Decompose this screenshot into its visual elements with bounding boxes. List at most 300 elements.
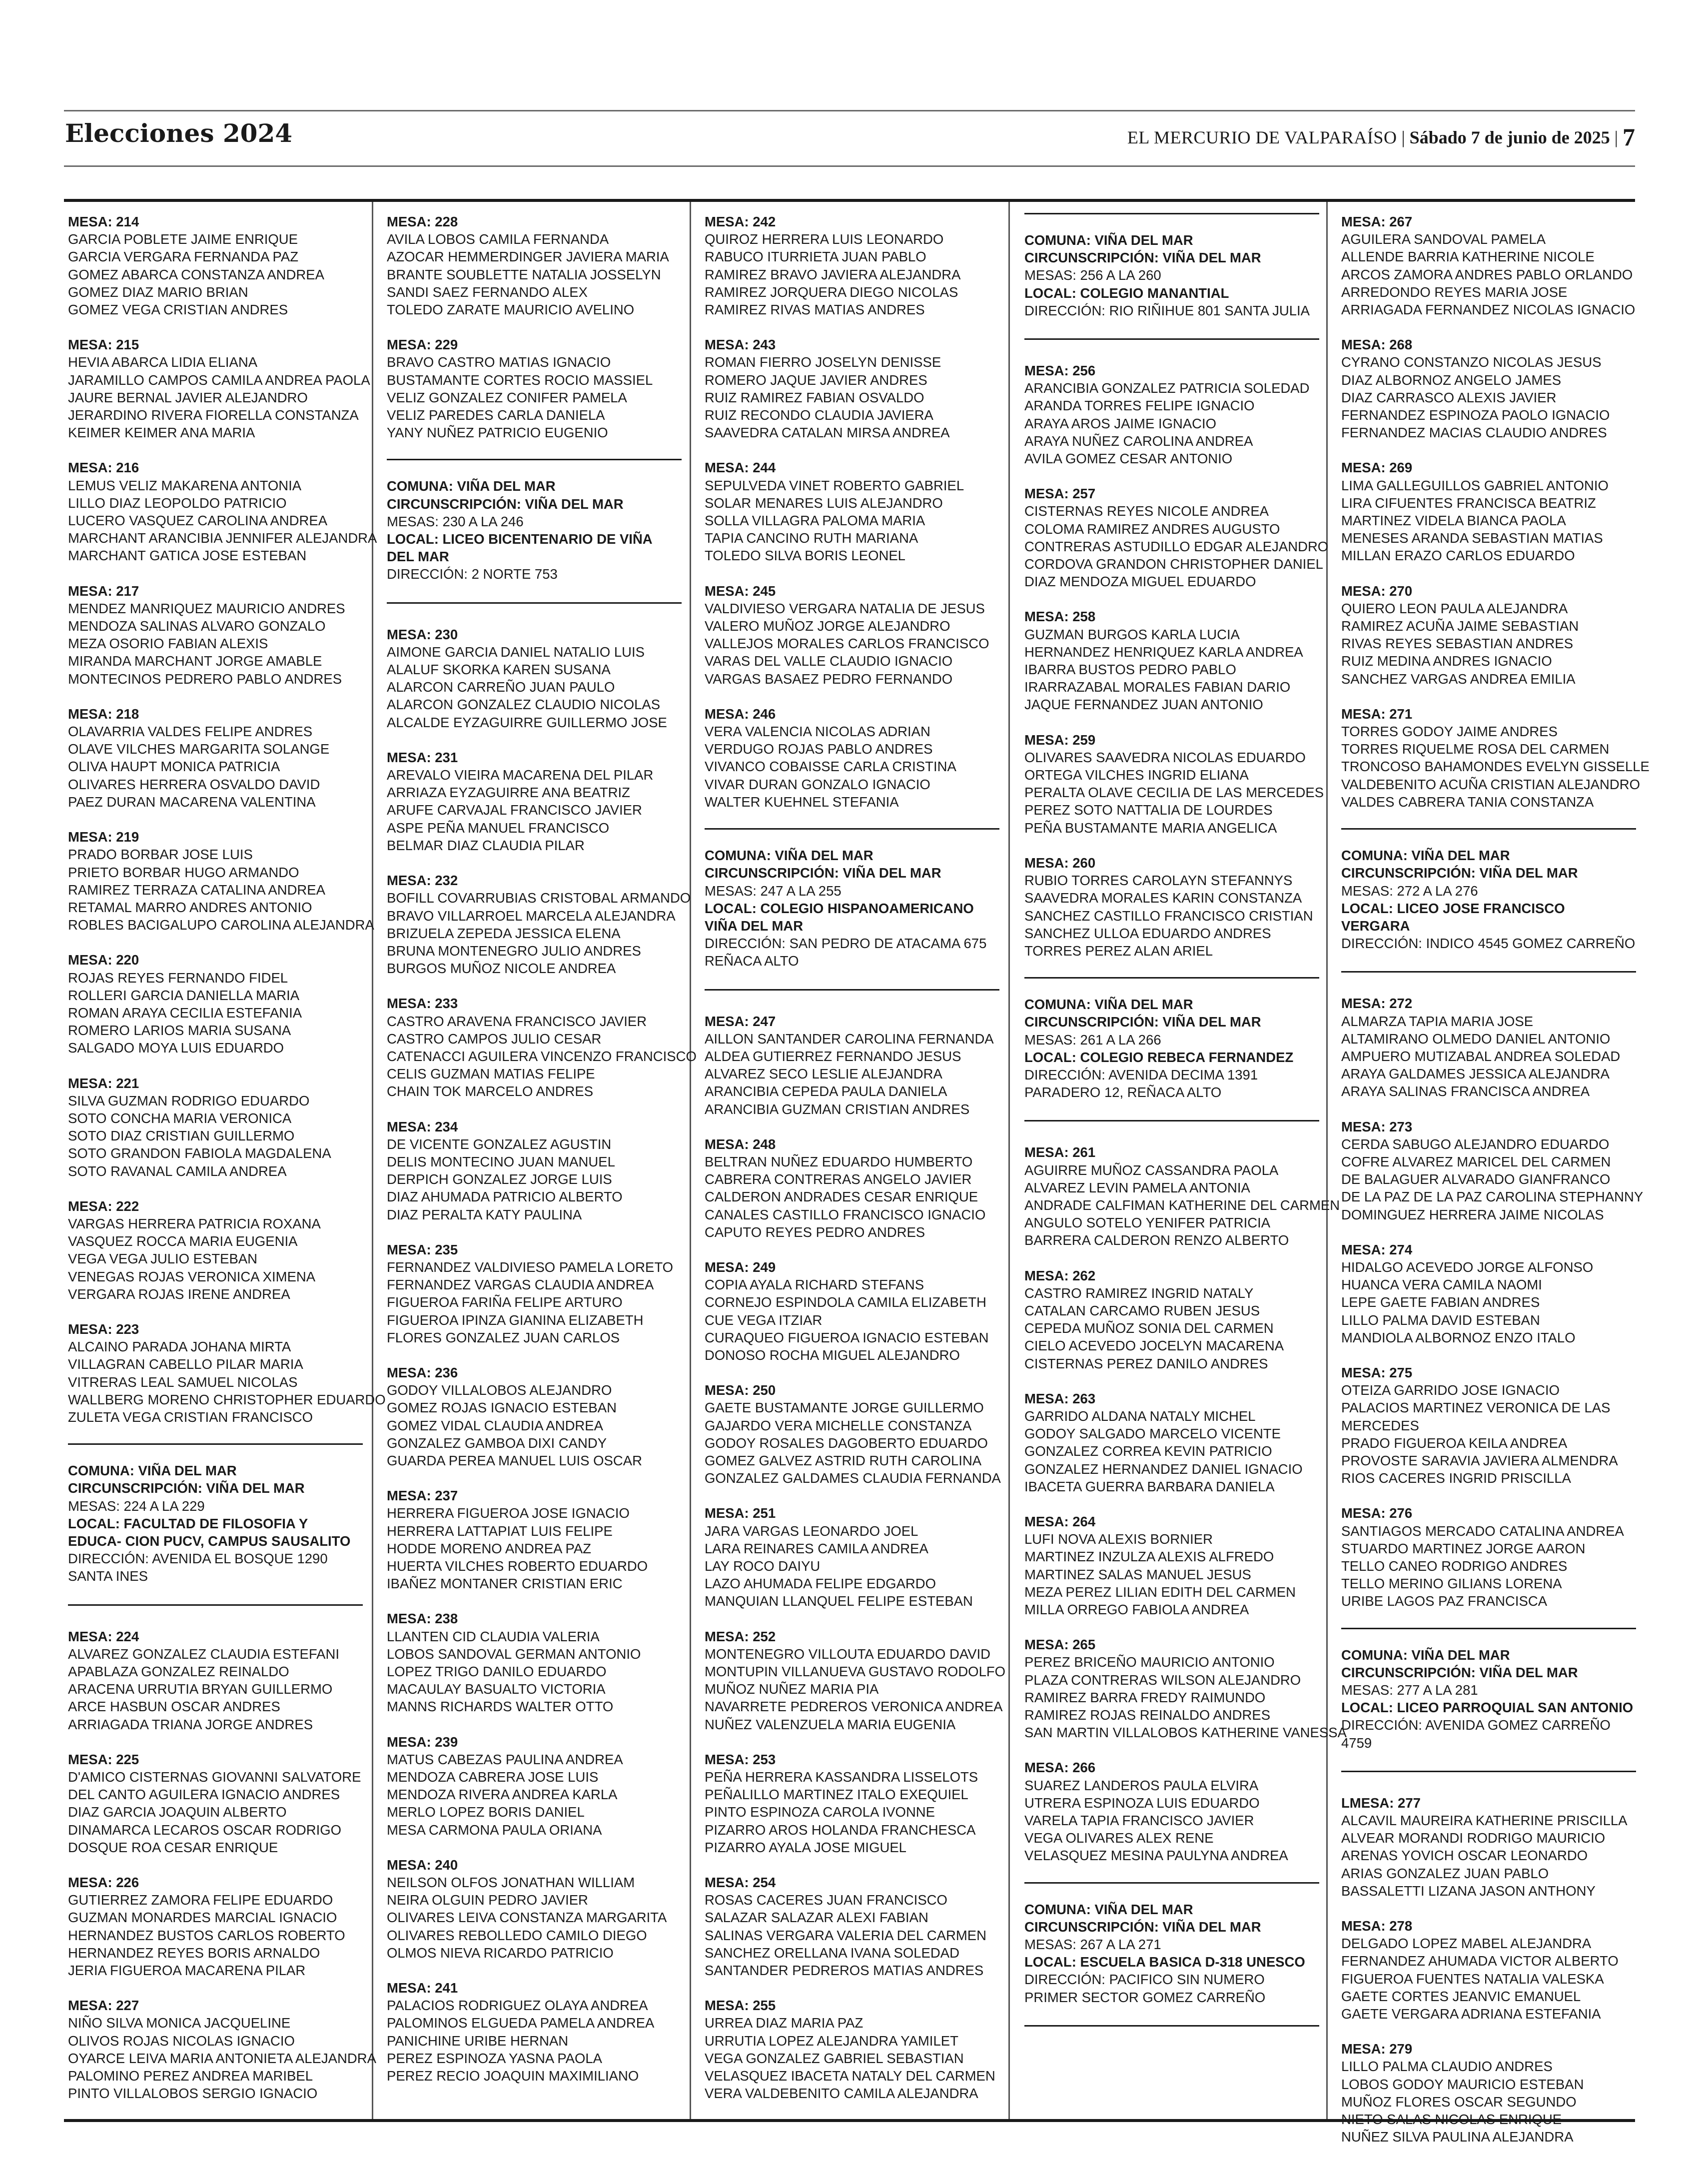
voter-name: ARAYA GALDAMES JESSICA ALEJANDRA <box>1341 1066 1610 1082</box>
voter-name: VENEGAS ROJAS VERONICA XIMENA <box>68 1268 316 1284</box>
mesas-range: MESAS: 267 A LA 271 <box>1024 1937 1161 1953</box>
voter-name: DIAZ GARCIA JOAQUIN ALBERTO <box>68 1804 287 1820</box>
mesa-block <box>387 995 697 1100</box>
voter-name: RUIZ RECONDO CLAUDIA JAVIERA <box>705 407 933 423</box>
voter-name: SAN MARTIN VILLALOBOS KATHERINE VANESSA <box>1024 1725 1347 1741</box>
voter-name: IBARRA BUSTOS PEDRO PABLO <box>1024 662 1236 678</box>
mesas-range: MESAS: 272 A LA 276 <box>1341 883 1478 899</box>
voter-name: SANCHEZ ORELLANA IVANA SOLEDAD <box>705 1945 959 1961</box>
voter-name: BASSALETTI LIZANA JASON ANTHONY <box>1341 1883 1596 1899</box>
voter-name: PRIETO BORBAR HUGO ARMANDO <box>68 864 299 880</box>
mesa-block <box>387 1241 682 1346</box>
voter-name: GARCIA VERGARA FERNANDA PAZ <box>68 249 298 265</box>
voter-name: AILLON SANTANDER CAROLINA FERNANDA <box>705 1031 994 1047</box>
separator: | <box>1614 127 1618 147</box>
voter-name: ALMARZA TAPIA MARIA JOSE <box>1341 1013 1534 1029</box>
voter-name: SILVA GUZMAN RODRIGO EDUARDO <box>68 1092 310 1108</box>
mesa-title: MESA: 249 <box>705 1259 776 1275</box>
voter-name: LOPEZ TRIGO DANILO EDUARDO <box>387 1664 607 1680</box>
mesa-block <box>1024 362 1319 467</box>
voter-name: DONOSO ROCHA MIGUEL ALEJANDRO <box>705 1347 960 1363</box>
voter-name: PEÑALILLO MARTINEZ ITALO EXEQUIEL <box>705 1787 968 1803</box>
mesa-title: MESA: 215 <box>68 337 139 353</box>
voter-name: GUTIERREZ ZAMORA FELIPE EDUARDO <box>68 1892 333 1908</box>
comuna-label: COMUNA: VIÑA DEL MAR <box>1341 848 1510 864</box>
voter-name: ARAYA NUÑEZ CAROLINA ANDREA <box>1024 433 1253 449</box>
voter-name: CIELO ACEVEDO JOCELYN MACARENA <box>1024 1338 1284 1354</box>
voter-name: MILLAN ERAZO CARLOS EDUARDO <box>1341 548 1575 564</box>
mesa-block <box>1024 1513 1319 1618</box>
voter-name: RIOS CACERES INGRID PRISCILLA <box>1341 1470 1571 1486</box>
voter-name: COFRE ALVAREZ MARICEL DEL CARMEN <box>1341 1153 1611 1169</box>
voter-name: ALCAVIL MAUREIRA KATHERINE PRISCILLA <box>1341 1813 1628 1829</box>
voter-name: MENESES ARANDA SEBASTIAN MATIAS <box>1341 530 1603 546</box>
voter-name: HERRERA FIGUEROA JOSE IGNACIO <box>387 1505 630 1521</box>
local-name: LOCAL: LICEO JOSE FRANCISCO VERGARA <box>1341 900 1565 934</box>
page-header <box>64 110 1635 167</box>
polling-place-block <box>1024 1882 1319 2027</box>
voter-name: MACAULAY BASUALTO VICTORIA <box>387 1681 606 1697</box>
voter-name: AMPUERO MUTIZABAL ANDREA SOLEDAD <box>1341 1048 1621 1064</box>
polling-place-block <box>1341 828 1636 973</box>
voter-name: VERA VALDEBENITO CAMILA ALEJANDRA <box>705 2086 978 2102</box>
voter-name: QUIROZ HERRERA LUIS LEONARDO <box>705 231 944 247</box>
voter-name: TORRES GODOY JAIME ANDRES <box>1341 724 1558 740</box>
mesa-block <box>705 1135 999 1241</box>
voter-name: ARCOS ZAMORA ANDRES PABLO ORLANDO <box>1341 266 1633 282</box>
voter-name: VARGAS BASAEZ PEDRO FERNANDO <box>705 671 953 687</box>
column-1 <box>68 213 386 2120</box>
voter-name: MANNS RICHARDS WALTER OTTO <box>387 1699 614 1715</box>
voter-name: DIAZ ALBORNOZ ANGELO JAMES <box>1341 372 1562 388</box>
voter-name: JAQUE FERNANDEZ JUAN ANTONIO <box>1024 697 1263 713</box>
mesas-range: MESAS: 256 A LA 260 <box>1024 267 1161 283</box>
voter-name: HUANCA VERA CAMILA NAOMI <box>1341 1277 1542 1293</box>
mesa-title: LMESA: 277 <box>1341 1795 1421 1811</box>
mesa-block <box>1024 1759 1319 1864</box>
comuna-label: COMUNA: VIÑA DEL MAR <box>1024 997 1193 1013</box>
voter-name: BRIZUELA ZEPEDA JESSICA ELENA <box>387 925 621 941</box>
voter-name: VARAS DEL VALLE CLAUDIO IGNACIO <box>705 653 953 669</box>
mesa-title: MESA: 242 <box>705 214 776 229</box>
section-title: Elecciones 2024 <box>65 118 293 148</box>
voter-name: RABUCO ITURRIETA JUAN PABLO <box>705 249 926 265</box>
polling-place-block <box>68 1443 363 1605</box>
column-5 <box>1341 213 1650 2163</box>
polling-place-block <box>387 459 682 603</box>
mesa-title: MESA: 257 <box>1024 486 1096 502</box>
comuna-label: COMUNA: VIÑA DEL MAR <box>1024 1901 1193 1917</box>
voter-name: SANTANDER PEDREROS MATIAS ANDRES <box>705 1963 984 1979</box>
voter-name: SALINAS VERGARA VALERIA DEL CARMEN <box>705 1927 986 1943</box>
voter-name: GODOY SALGADO MARCELO VICENTE <box>1024 1426 1281 1442</box>
mesa-title: MESA: 264 <box>1024 1513 1096 1529</box>
mesa-title: MESA: 214 <box>68 214 139 229</box>
voter-name: D'AMICO CISTERNAS GIOVANNI SALVATORE <box>68 1769 361 1785</box>
address: DIRECCIÓN: AVENIDA DECIMA 1391 PARADERO 12, REÑACA ALTO <box>1024 1067 1258 1100</box>
mesa-title: MESA: 228 <box>387 214 458 229</box>
voter-name: IRARRAZABAL MORALES FABIAN DARIO <box>1024 679 1291 695</box>
mesa-title: MESA: 261 <box>1024 1144 1096 1160</box>
voter-name: SALGADO MOYA LUIS EDUARDO <box>68 1040 284 1056</box>
voter-name: BRUNA MONTENEGRO JULIO ANDRES <box>387 943 641 959</box>
voter-name: VALDES CABRERA TANIA CONSTANZA <box>1341 794 1594 810</box>
mesa-title: MESA: 253 <box>705 1751 776 1767</box>
voter-name: SOTO GRANDON FABIOLA MAGDALENA <box>68 1145 331 1161</box>
voter-name: PIZARRO AYALA JOSE MIGUEL <box>705 1839 906 1855</box>
voter-name: VERA VALENCIA NICOLAS ADRIAN <box>705 724 930 740</box>
mesa-title: MESA: 279 <box>1341 2041 1413 2057</box>
voter-name: MUÑOZ FLORES OSCAR SEGUNDO <box>1341 2094 1577 2110</box>
mesa-title: MESA: 270 <box>1341 583 1413 599</box>
mesa-title: MESA: 246 <box>705 706 776 722</box>
voter-name: SOTO CONCHA MARIA VERONICA <box>68 1110 292 1126</box>
mesa-block <box>705 1751 999 1856</box>
voter-name: GODOY VILLALOBOS ALEJANDRO <box>387 1382 612 1398</box>
voter-name: ANDRADE CALFIMAN KATHERINE DEL CARMEN <box>1024 1197 1340 1213</box>
voter-name: ALVAREZ LEVIN PAMELA ANTONIA <box>1024 1179 1250 1195</box>
voter-name: ARANCIBIA GUZMAN CRISTIAN ANDRES <box>705 1101 970 1117</box>
circunscripcion-label: CIRCUNSCRIPCIÓN: VIÑA DEL MAR <box>387 496 624 512</box>
voter-name: CURAQUEO FIGUEROA IGNACIO ESTEBAN <box>705 1329 989 1345</box>
voter-name: GAETE CORTES JEANVIC EMANUEL <box>1341 1988 1581 2004</box>
mesa-block <box>387 1979 682 2085</box>
voter-name: LILLO PALMA CLAUDIO ANDRES <box>1341 2059 1553 2075</box>
mesa-block <box>68 336 370 441</box>
voter-name: HODDE MORENO ANDREA PAZ <box>387 1540 591 1556</box>
voter-name: CERDA SABUGO ALEJANDRO EDUARDO <box>1341 1136 1610 1152</box>
voter-name: ALVEAR MORANDI RODRIGO MAURICIO <box>1341 1830 1606 1846</box>
mesa-block <box>68 951 363 1057</box>
voter-name: LIRA CIFUENTES FRANCISCA BEATRIZ <box>1341 495 1596 511</box>
mesa-title: MESA: 274 <box>1341 1241 1413 1257</box>
voter-name: HERNANDEZ BUSTOS CARLOS ROBERTO <box>68 1927 345 1943</box>
voter-name: NIETO SALAS NICOLAS ENRIQUE <box>1341 2112 1562 2128</box>
mesa-title: MESA: 269 <box>1341 460 1413 476</box>
voter-name: GUZMAN BURGOS KARLA LUCIA <box>1024 626 1240 642</box>
voter-name: JARAMILLO CAMPOS CAMILA ANDREA PAOLA <box>68 372 370 388</box>
voter-name: MANQUIAN LLANQUEL FELIPE ESTEBAN <box>705 1593 973 1609</box>
voter-name: MATUS CABEZAS PAULINA ANDREA <box>387 1751 623 1767</box>
circunscripcion-label: CIRCUNSCRIPCIÓN: VIÑA DEL MAR <box>1024 1014 1261 1030</box>
voter-name: ARANCIBIA CEPEDA PAULA DANIELA <box>705 1084 947 1099</box>
voter-name: VITRERAS LEAL SAMUEL NICOLAS <box>68 1374 298 1390</box>
voter-name: ALTAMIRANO OLMEDO DANIEL ANTONIO <box>1341 1031 1611 1047</box>
voter-name: ARAYA SALINAS FRANCISCA ANDREA <box>1341 1084 1590 1099</box>
mesa-title: MESA: 272 <box>1341 996 1413 1012</box>
voter-name: CHAIN TOK MARCELO ANDRES <box>387 1084 594 1099</box>
voter-name: BELMAR DIAZ CLAUDIA PILAR <box>387 837 585 853</box>
voter-name: MONTENEGRO VILLOUTA EDUARDO DAVID <box>705 1646 990 1662</box>
voter-name: ROMERO JAQUE JAVIER ANDRES <box>705 372 927 388</box>
voter-name: MENDOZA CABRERA JOSE LUIS <box>387 1769 599 1785</box>
voter-name: OYARCE LEIVA MARIA ANTONIETA ALEJANDRA <box>68 2050 376 2066</box>
voter-name: JERIA FIGUEROA MACARENA PILAR <box>68 1963 306 1979</box>
local-name: LOCAL: ESCUELA BASICA D-318 UNESCO <box>1024 1954 1305 1970</box>
address: DIRECCIÓN: SAN PEDRO DE ATACAMA 675 REÑACA ALTO <box>705 936 987 969</box>
voter-name: AIMONE GARCIA DANIEL NATALIO LUIS <box>387 644 645 660</box>
mesa-block <box>705 1381 999 1487</box>
voter-name: DE LA PAZ DE LA PAZ CAROLINA STEPHANNY <box>1341 1189 1644 1205</box>
mesa-block <box>705 459 999 564</box>
voter-name: CELIS GUZMAN MATIAS FELIPE <box>387 1066 595 1082</box>
voter-name: PINTO ESPINOZA CAROLA IVONNE <box>705 1804 935 1820</box>
mesa-title: MESA: 266 <box>1024 1760 1096 1776</box>
voter-name: BRANTE SOUBLETTE NATALIA JOSSELYN <box>387 266 661 282</box>
voter-name: BRAVO VILLARROEL MARCELA ALEJANDRA <box>387 908 676 924</box>
voter-name: PEREZ RECIO JOAQUIN MAXIMILIANO <box>387 2068 639 2084</box>
mesa-title: MESA: 265 <box>1024 1637 1096 1653</box>
voter-name: GOMEZ VEGA CRISTIAN ANDRES <box>68 302 288 318</box>
mesa-block <box>1341 336 1636 441</box>
voter-name: CANALES CASTILLO FRANCISCO IGNACIO <box>705 1206 986 1222</box>
voter-name: TELLO CANEO RODRIGO ANDRES <box>1341 1558 1568 1574</box>
voter-name: DEL CANTO AGUILERA IGNACIO ANDRES <box>68 1787 340 1803</box>
voter-name: CASTRO CAMPOS JULIO CESAR <box>387 1031 602 1047</box>
voter-name: RAMIREZ BARRA FREDY RAIMUNDO <box>1024 1689 1266 1705</box>
mesa-block <box>1341 995 1636 1100</box>
mesa-title: MESA: 268 <box>1341 337 1413 353</box>
mesa-title: MESA: 239 <box>387 1734 458 1750</box>
mesa-title: MESA: 218 <box>68 706 139 722</box>
voter-name: PLAZA CONTRERAS WILSON ALEJANDRO <box>1024 1672 1301 1688</box>
voter-name: TORRES PEREZ ALAN ARIEL <box>1024 943 1213 959</box>
voter-name: RAMIREZ ACUÑA JAIME SEBASTIAN <box>1341 618 1579 634</box>
mesa-block <box>705 705 999 811</box>
voter-name: FERNANDEZ ESPINOZA PAOLO IGNACIO <box>1341 407 1610 423</box>
mesa-title: MESA: 221 <box>68 1075 139 1091</box>
mesa-block <box>68 1628 363 1733</box>
voter-name: ROMAN FIERRO JOSELYN DENISSE <box>705 354 941 370</box>
voter-name: AREVALO VIEIRA MACARENA DEL PILAR <box>387 767 654 783</box>
voter-name: HUERTA VILCHES ROBERTO EDUARDO <box>387 1558 648 1574</box>
mesa-title: MESA: 244 <box>705 460 776 476</box>
voter-name: SANCHEZ ULLOA EDUARDO ANDRES <box>1024 925 1271 941</box>
voter-name: PERALTA OLAVE CECILIA DE LAS MERCEDES <box>1024 785 1324 801</box>
voter-name: VEGA VEGA JULIO ESTEBAN <box>68 1251 258 1267</box>
mesa-title: MESA: 238 <box>387 1611 458 1627</box>
voter-name: ROLLERI GARCIA DANIELLA MARIA <box>68 987 300 1003</box>
mesa-title: MESA: 271 <box>1341 706 1413 722</box>
voter-name: ASPE PEÑA MANUEL FRANCISCO <box>387 820 610 836</box>
voter-name: AGUILERA SANDOVAL PAMELA <box>1341 231 1546 247</box>
voter-name: RAMIREZ ROJAS REINALDO ANDRES <box>1024 1707 1271 1723</box>
voter-name: RUBIO TORRES CAROLAYN STEFANNYS <box>1024 873 1293 889</box>
comuna-label: COMUNA: VIÑA DEL MAR <box>705 848 873 864</box>
mesa-block <box>68 459 377 564</box>
voter-name: BELTRAN NUÑEZ EDUARDO HUMBERTO <box>705 1153 973 1169</box>
voter-name: COLOMA RAMIREZ ANDRES AUGUSTO <box>1024 521 1280 537</box>
voter-name: ROMERO LARIOS MARIA SUSANA <box>68 1023 291 1039</box>
voter-name: AZOCAR HEMMERDINGER JAVIERA MARIA <box>387 249 669 265</box>
circunscripcion-label: CIRCUNSCRIPCIÓN: VIÑA DEL MAR <box>1024 1919 1261 1935</box>
voter-name: ARENAS YOVICH OSCAR LEONARDO <box>1341 1848 1588 1864</box>
voter-name: RAMIREZ BRAVO JAVIERA ALEJANDRA <box>705 266 961 282</box>
voter-name: MIRANDA MARCHANT JORGE AMABLE <box>68 653 322 669</box>
voter-name: FERNANDEZ MACIAS CLAUDIO ANDRES <box>1341 425 1607 441</box>
voter-name: ARAYA AROS JAIME IGNACIO <box>1024 415 1217 431</box>
voter-name: HIDALGO ACEVEDO JORGE ALFONSO <box>1341 1259 1594 1275</box>
voter-name: CALDERON ANDRADES CESAR ENRIQUE <box>705 1189 978 1205</box>
voter-name: LILLO DIAZ LEOPOLDO PATRICIO <box>68 495 287 511</box>
voter-name: HEVIA ABARCA LIDIA ELIANA <box>68 354 258 370</box>
voter-name: LEPE GAETE FABIAN ANDRES <box>1341 1294 1540 1310</box>
voter-name: DINAMARCA LECAROS OSCAR RODRIGO <box>68 1822 342 1838</box>
voter-name: SOLLA VILLAGRA PALOMA MARIA <box>705 513 925 529</box>
voter-name: SAAVEDRA CATALAN MIRSA ANDREA <box>705 425 950 441</box>
voter-name: ANGULO SOTELO YENIFER PATRICIA <box>1024 1215 1271 1231</box>
voter-name: SUAREZ LANDEROS PAULA ELVIRA <box>1024 1777 1259 1793</box>
voter-name: MEZA PEREZ LILIAN EDITH DEL CARMEN <box>1024 1584 1296 1600</box>
column-divider <box>690 202 691 2119</box>
mesa-title: MESA: 259 <box>1024 732 1096 748</box>
column-divider <box>1008 202 1010 2119</box>
voter-name: GONZALEZ GALDAMES CLAUDIA FERNANDA <box>705 1470 1001 1486</box>
voter-name: ALLENDE BARRIA KATHERINE NICOLE <box>1341 249 1595 265</box>
mesa-title: MESA: 262 <box>1024 1267 1096 1283</box>
mesa-title: MESA: 251 <box>705 1505 776 1521</box>
mesa-block <box>1341 1118 1644 1223</box>
voter-name: CUE VEGA ITZIAR <box>705 1312 823 1328</box>
voter-name: VILLAGRAN CABELLO PILAR MARIA <box>68 1356 303 1372</box>
voter-name: PEREZ ESPINOZA YASNA PAOLA <box>387 2050 602 2066</box>
page-number: 7 <box>1623 123 1635 151</box>
voter-name: FLORES GONZALEZ JUAN CARLOS <box>387 1329 620 1345</box>
voter-name: HERNANDEZ HENRIQUEZ KARLA ANDREA <box>1024 644 1303 660</box>
polling-place-block <box>1024 977 1319 1121</box>
mesa-title: MESA: 256 <box>1024 363 1096 379</box>
mesa-block <box>387 749 682 854</box>
voter-name: NEIRA OLGUIN PEDRO JAVIER <box>387 1892 588 1908</box>
voter-name: TORRES RIQUELME ROSA DEL CARMEN <box>1341 741 1610 757</box>
voter-name: PIZARRO AROS HOLANDA FRANCHESCA <box>705 1822 976 1838</box>
voter-name: OLAVARRIA VALDES FELIPE ANDRES <box>68 724 313 740</box>
voter-name: MENDOZA RIVERA ANDREA KARLA <box>387 1787 618 1803</box>
voter-name: CYRANO CONSTANZO NICOLAS JESUS <box>1341 354 1602 370</box>
mesas-range: MESAS: 277 A LA 281 <box>1341 1682 1478 1698</box>
voter-name: OLIVARES REBOLLEDO CAMILO DIEGO <box>387 1927 647 1943</box>
voter-name: CASTRO ARAVENA FRANCISCO JAVIER <box>387 1013 647 1029</box>
mesa-block <box>387 1856 682 1962</box>
voter-name: OLIVA HAUPT MONICA PATRICIA <box>68 759 280 775</box>
voter-name: IBACETA GUERRA BARBARA DANIELA <box>1024 1478 1275 1494</box>
mesa-block <box>68 1751 363 1856</box>
voter-name: ROMAN ARAYA CECILIA ESTEFANIA <box>68 1005 302 1021</box>
voter-name: MESA CARMONA PAULA ORIANA <box>387 1822 602 1838</box>
mesa-block <box>705 1874 999 1979</box>
voter-name: ARIAS GONZALEZ JUAN PABLO <box>1341 1865 1549 1881</box>
voter-name: LUCERO VASQUEZ CAROLINA ANDREA <box>68 513 328 529</box>
voter-name: FERNANDEZ VARGAS CLAUDIA ANDREA <box>387 1277 654 1293</box>
voter-name: ARREDONDO REYES MARIA JOSE <box>1341 284 1568 300</box>
mesa-block <box>1341 1504 1636 1610</box>
voter-name: ALVAREZ GONZALEZ CLAUDIA ESTEFANI <box>68 1646 340 1662</box>
mesa-block <box>387 1364 682 1469</box>
circunscripcion-label: CIRCUNSCRIPCIÓN: VIÑA DEL MAR <box>1341 865 1578 881</box>
voter-name: LIMA GALLEGUILLOS GABRIEL ANTONIO <box>1341 477 1609 493</box>
mesa-title: MESA: 216 <box>68 460 139 476</box>
mesa-block <box>68 1320 386 1426</box>
mesa-title: MESA: 222 <box>68 1198 139 1214</box>
voter-name: TRONCOSO BAHAMONDES EVELYN GISSELLE <box>1341 759 1650 775</box>
voter-name: STUARDO MARTINEZ JORGE AARON <box>1341 1540 1586 1556</box>
voter-name: TAPIA CANCINO RUTH MARIANA <box>705 530 918 546</box>
voter-name: PAEZ DURAN MACARENA VALENTINA <box>68 794 316 810</box>
voter-name: MILLA ORREGO FABIOLA ANDREA <box>1024 1602 1249 1617</box>
voter-name: IBAÑEZ MONTANER CRISTIAN ERIC <box>387 1576 623 1592</box>
voter-name: NAVARRETE PEDREROS VERONICA ANDREA <box>705 1699 1003 1715</box>
mesa-block <box>387 213 682 318</box>
publication-name: EL MERCURIO DE VALPARAÍSO <box>1127 127 1397 147</box>
voter-name: OLIVARES LEIVA CONSTANZA MARGARITA <box>387 1910 667 1926</box>
voter-name: AGUIRRE MUÑOZ CASSANDRA PAOLA <box>1024 1162 1279 1178</box>
voter-name: NUÑEZ VALENZUELA MARIA EUGENIA <box>705 1716 956 1732</box>
voter-name: GOMEZ ABARCA CONSTANZA ANDREA <box>68 266 324 282</box>
voter-name: QUIERO LEON PAULA ALEJANDRA <box>1341 600 1568 616</box>
mesa-block <box>1341 705 1650 811</box>
voter-name: ROSAS CACERES JUAN FRANCISCO <box>705 1892 947 1908</box>
voter-name: CAPUTO REYES PEDRO ANDRES <box>705 1224 925 1240</box>
address: DIRECCIÓN: AVENIDA GOMEZ CARREÑO 4759 <box>1341 1717 1611 1751</box>
mesa-title: MESA: 275 <box>1341 1364 1413 1380</box>
voter-name: OLMOS NIEVA RICARDO PATRICIO <box>387 1945 614 1961</box>
mesa-title: MESA: 273 <box>1341 1118 1413 1134</box>
voter-name: GARRIDO ALDANA NATALY MICHEL <box>1024 1408 1256 1424</box>
column-2 <box>387 213 697 2102</box>
voter-name: VALERO MUÑOZ JORGE ALEJANDRO <box>705 618 950 634</box>
local-name: LOCAL: LICEO BICENTENARIO DE VIÑA DEL MAR <box>387 531 652 565</box>
voter-name: ARRIAZA EYZAGUIRRE ANA BEATRIZ <box>387 785 630 801</box>
address: DIRECCIÓN: AVENIDA EL BOSQUE 1290 SANTA INES <box>68 1551 328 1584</box>
mesa-block <box>705 1997 999 2102</box>
local-name: LOCAL: LICEO PARROQUIAL SAN ANTONIO <box>1341 1700 1634 1716</box>
voter-name: SOTO DIAZ CRISTIAN GUILLERMO <box>68 1128 295 1144</box>
voter-name: ORTEGA VILCHES INGRID ELIANA <box>1024 767 1249 783</box>
mesa-title: MESA: 260 <box>1024 855 1096 871</box>
voter-name: PEÑA HERRERA KASSANDRA LISSELOTS <box>705 1769 978 1785</box>
voter-name: PRADO BORBAR JOSE LUIS <box>68 847 253 863</box>
voter-name: MERCEDES <box>1341 1417 1419 1433</box>
voter-name: LOBOS GODOY MAURICIO ESTEBAN <box>1341 2076 1584 2092</box>
voter-name: NEILSON OLFOS JONATHAN WILLIAM <box>387 1875 635 1891</box>
voter-name: HERNANDEZ REYES BORIS ARNALDO <box>68 1945 320 1961</box>
voter-name: ALARCON GONZALEZ CLAUDIO NICOLAS <box>387 697 661 713</box>
mesa-block <box>68 705 363 811</box>
voter-name: CATENACCI AGUILERA VINCENZO FRANCISCO <box>387 1048 697 1064</box>
separator: | <box>1401 127 1405 147</box>
voter-name: GAETE VERGARA ADRIANA ESTEFANIA <box>1341 2006 1601 2022</box>
voter-name: RUIZ MEDINA ANDRES IGNACIO <box>1341 653 1552 669</box>
mesa-block <box>387 872 691 977</box>
voter-name: ALALUF SKORKA KAREN SUSANA <box>387 662 611 678</box>
voter-name: ARANCIBIA GONZALEZ PATRICIA SOLEDAD <box>1024 380 1310 396</box>
voter-name: URREA DIAZ MARIA PAZ <box>705 2015 863 2031</box>
mesa-block <box>705 582 999 688</box>
voter-name: GONZALEZ CORREA KEVIN PATRICIO <box>1024 1443 1272 1459</box>
voter-name: RIVAS REYES SEBASTIAN ANDRES <box>1341 636 1574 652</box>
voter-name: ARRIAGADA TRIANA JORGE ANDRES <box>68 1716 313 1732</box>
voter-name: LOBOS SANDOVAL GERMAN ANTONIO <box>387 1646 641 1662</box>
voter-name: ARACENA URRUTIA BRYAN GUILLERMO <box>68 1681 333 1697</box>
mesa-title: MESA: 225 <box>68 1751 139 1767</box>
voter-name: PEÑA BUSTAMANTE MARIA ANGELICA <box>1024 820 1277 836</box>
mesa-block <box>387 1610 682 1715</box>
mesa-block <box>68 828 374 934</box>
voter-name: TELLO MERINO GILIANS LORENA <box>1341 1576 1562 1592</box>
voter-name: LAY ROCO DAIYU <box>705 1558 821 1574</box>
voter-name: JARA VARGAS LEONARDO JOEL <box>705 1523 918 1539</box>
voter-name: LILLO PALMA DAVID ESTEBAN <box>1341 1312 1540 1328</box>
